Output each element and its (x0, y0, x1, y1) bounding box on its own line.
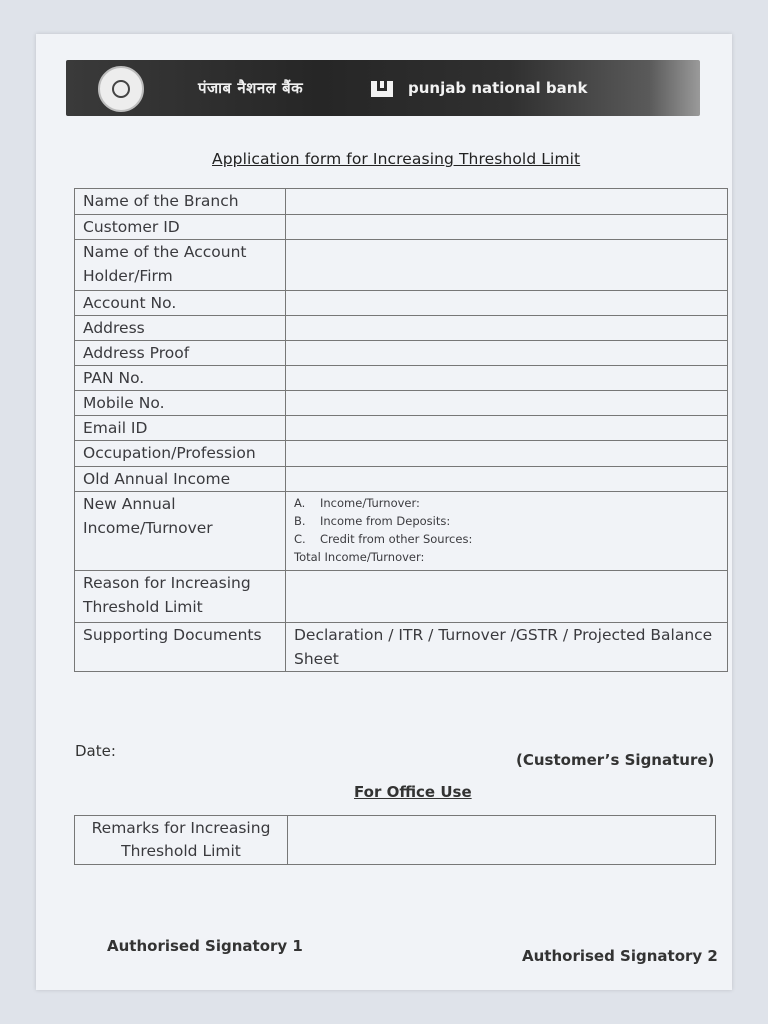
office-use-title: For Office Use (354, 783, 472, 801)
old-income-field[interactable] (286, 467, 728, 492)
form-row (75, 240, 728, 291)
pan-field[interactable] (286, 366, 728, 391)
supporting-documents-field[interactable]: Declaration / ITR / Turnover /GSTR / Projected Balance Sheet (286, 623, 728, 672)
form-row (75, 341, 728, 366)
field-label: Old Annual Income (75, 467, 286, 492)
field-label: Mobile No. (75, 391, 286, 416)
mobile-field[interactable] (286, 391, 728, 416)
date-label: Date: (75, 742, 116, 760)
occupation-field[interactable] (286, 441, 728, 467)
form-row (75, 623, 728, 672)
address-proof-field[interactable] (286, 341, 728, 366)
branch-name-field[interactable] (286, 189, 728, 215)
form-row (75, 571, 728, 623)
authorised-signatory-2: Authorised Signatory 2 (522, 947, 718, 965)
account-holder-field[interactable] (286, 240, 728, 291)
form-row (75, 441, 728, 467)
field-label: PAN No. (75, 366, 286, 391)
customer-id-field[interactable] (286, 215, 728, 240)
parivartan-seal-icon (98, 66, 144, 112)
bank-name-english: punjab national bank (408, 79, 588, 97)
field-label: Reason for Increasing Threshold Limit (75, 571, 286, 623)
field-label: New Annual Income/Turnover (75, 492, 286, 571)
form-row (75, 189, 728, 215)
field-label: Customer ID (75, 215, 286, 240)
field-label: Account No. (75, 291, 286, 316)
office-row (75, 816, 716, 865)
account-number-field[interactable] (286, 291, 728, 316)
income-line-a: A. Income/Turnover: (294, 496, 420, 510)
office-use-table (74, 815, 716, 865)
field-label: Occupation/Profession (75, 441, 286, 467)
form-row (75, 492, 728, 571)
form-row (75, 366, 728, 391)
bank-name-hindi: पंजाब नैशनल बैंक (198, 79, 304, 97)
field-label: Name of the Branch (75, 189, 286, 215)
new-income-field[interactable] (286, 492, 728, 571)
remarks-field[interactable] (288, 816, 716, 865)
email-field[interactable] (286, 416, 728, 441)
form-title: Application form for Increasing Threshold Limit (212, 150, 581, 168)
form-row (75, 215, 728, 240)
field-label: Address Proof (75, 341, 286, 366)
pnb-logo-icon (368, 78, 396, 100)
address-field[interactable] (286, 316, 728, 341)
form-row (75, 416, 728, 441)
field-label: Address (75, 316, 286, 341)
income-line-b: B. Income from Deposits: (294, 514, 451, 528)
income-line-c: C. Credit from other Sources: (294, 532, 473, 546)
authorised-signatory-1: Authorised Signatory 1 (107, 937, 303, 955)
field-label: Email ID (75, 416, 286, 441)
form-row (75, 391, 728, 416)
reason-field[interactable] (286, 571, 728, 623)
income-total-line: Total Income/Turnover: (294, 550, 425, 564)
pnb-logo-glyph (368, 78, 396, 100)
form-row (75, 291, 728, 316)
form-row (75, 316, 728, 341)
form-row (75, 467, 728, 492)
field-label: Name of the Account Holder/Firm (75, 240, 286, 291)
customer-signature-label: (Customer’s Signature) (516, 751, 715, 769)
field-label: Supporting Documents (75, 623, 286, 672)
remarks-label: Remarks for Increasing Threshold Limit (75, 816, 288, 865)
application-form-table (74, 188, 728, 672)
